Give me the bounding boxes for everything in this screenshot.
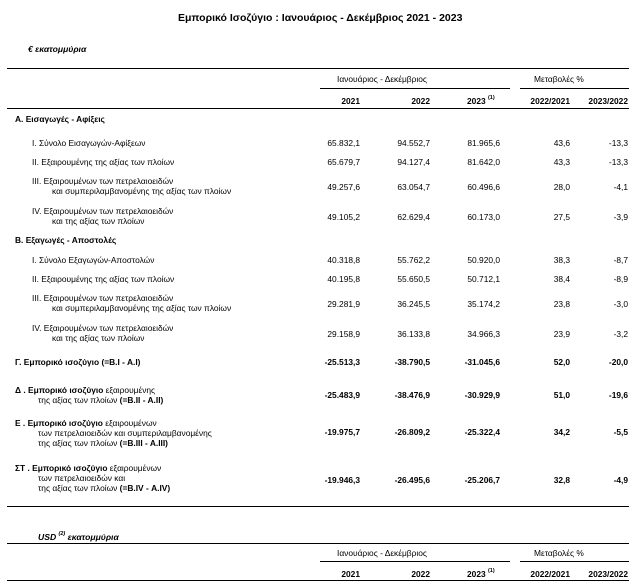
balance-c2: -19,6	[608, 390, 628, 400]
balance-v3: -25.322,4	[464, 427, 500, 437]
cell-2023: 60.496,6	[467, 182, 500, 192]
balance-c2v: -5,5	[613, 427, 628, 437]
cell-2022: 36.245,5	[397, 299, 430, 309]
cell-2021: 29.158,9	[327, 329, 360, 339]
cell-change-2: -13,3	[608, 138, 628, 148]
cell-2023: 50.712,1	[467, 274, 500, 284]
usd-change-2023-2022: 2023/2022	[588, 569, 628, 579]
balance-v3: -30.929,9	[464, 390, 500, 400]
balance-c1: 51,0	[553, 390, 570, 400]
balance-label-cont: της αξίας των πλοίων (=Β.ΙV - Α.ΙV)	[38, 483, 171, 493]
usd-period-header: Ιανουάριος - Δεκέμβριος	[337, 548, 427, 558]
cell-2023: 50.920,0	[467, 255, 500, 265]
cell-2022: 55.650,5	[397, 274, 430, 284]
cell-change-1: 38,3	[553, 255, 570, 265]
cell-change-2: -3,9	[613, 212, 628, 222]
unit-eur: € εκατομμύρια	[28, 44, 87, 54]
cell-2023: 34.966,3	[467, 329, 500, 339]
balance-label: ΣΤ . Εμπορικό ισοζύγιο εξαιρουμένων	[15, 463, 162, 473]
row-label-cont: και συμπεριλαμβανομένης της αξίας των πλοίων	[52, 303, 232, 313]
cell-change-2: -8,7	[613, 255, 628, 265]
cell-2022: 36.133,8	[397, 329, 430, 339]
row-label-cont: και της αξίας των πλοίων	[52, 333, 145, 343]
row-label: IV. Εξαιρουμένων των πετρελαιοειδών	[32, 206, 174, 216]
cell-change-2: -3,2	[613, 329, 628, 339]
usd-top-rule	[7, 543, 629, 544]
header-rule	[7, 108, 629, 109]
section-exports: Β. Εξαγωγές - Αποστολές	[15, 235, 117, 245]
cell-change-1: 27,5	[553, 212, 570, 222]
row-label-cont: και της αξίας των πλοίων	[52, 216, 145, 226]
cell-2021: 49.105,2	[327, 212, 360, 222]
cell-2021: 49.257,6	[327, 182, 360, 192]
changes-header: Μεταβολές %	[534, 74, 584, 84]
balance-label: Γ. Εμπορικό ισοζύγιο (=Β.Ι - Α.Ι)	[15, 357, 141, 367]
row-label: II. Εξαιρουμένης της αξίας των πλοίων	[32, 274, 175, 284]
usd-changes-underline	[520, 561, 629, 562]
balance-v2: -38.476,9	[394, 390, 430, 400]
year-2023: 2023 $^{(1)}$	[467, 95, 495, 106]
cell-2022: 62.629,4	[397, 212, 430, 222]
balance-c2v: -4,9	[613, 475, 628, 485]
cell-2022: 94.127,4	[397, 157, 430, 167]
balance-v2: -26.495,6	[394, 475, 430, 485]
row-label: III. Εξαιρουμένων των πετρελαιοειδών	[32, 293, 174, 303]
note-1: (1)	[487, 95, 495, 101]
year-2021: 2021	[341, 96, 360, 106]
row-label: IV. Εξαιρουμένων των πετρελαιοειδών	[32, 323, 174, 333]
period-header: Ιανουάριος - Δεκέμβριος	[337, 74, 427, 84]
cell-change-2: -4,1	[613, 182, 628, 192]
section-imports: Α. Εισαγωγές - Αφίξεις	[15, 114, 105, 124]
row-label: III. Εξαιρουμένων των πετρελαιοειδών	[32, 176, 174, 186]
balance-v3: -25.206,7	[464, 475, 500, 485]
balance-v1: -25.513,3	[324, 357, 360, 367]
row-label-cont: και συμπεριλαμβανομένης της αξίας των πλοίων	[52, 186, 232, 196]
year-2022: 2022	[411, 96, 430, 106]
balance-label-cont: των πετρελαιοειδών και	[38, 473, 126, 483]
period-underline	[320, 88, 510, 89]
unit-usd: USD $^{(2)}$ εκατομμύρια	[38, 531, 119, 542]
balance-v1: -19.975,7	[324, 427, 360, 437]
balance-v3: -31.045,6	[464, 357, 500, 367]
balance-label: Ε . Εμπορικό ισοζύγιο εξαιρουμένων	[15, 418, 157, 428]
top-rule	[7, 68, 629, 69]
cell-2021: 40.195,8	[327, 274, 360, 284]
balance-v2: -38.790,5	[394, 357, 430, 367]
row-label: I. Σύνολο Εισαγωγών-Αφίξεων	[32, 138, 146, 148]
cell-change-2: -13,3	[608, 157, 628, 167]
balance-label-cont: της αξίας των πλοίων (=Β.ΙΙΙ - Α.ΙΙΙ)	[38, 438, 168, 448]
usd-changes-header: Μεταβολές %	[534, 548, 584, 558]
usd-year-2022: 2022	[411, 569, 430, 579]
cell-change-2: -8,9	[613, 274, 628, 284]
cell-change-1: 28,0	[553, 182, 570, 192]
cell-2021: 40.318,8	[327, 255, 360, 265]
cell-2022: 55.762,2	[397, 255, 430, 265]
cell-2023: 35.174,2	[467, 299, 500, 309]
cell-change-2: -3,0	[613, 299, 628, 309]
usd-header-rule	[7, 580, 629, 581]
cell-change-1: 23,8	[553, 299, 570, 309]
balance-c2: -20,0	[608, 357, 628, 367]
changes-underline	[520, 88, 629, 89]
usd-period-underline	[320, 561, 510, 562]
cell-2023: 81.965,6	[467, 138, 500, 148]
cell-change-1: 43,3	[553, 157, 570, 167]
balance-v1: -25.483,9	[324, 390, 360, 400]
balance-v1: -19.946,3	[324, 475, 360, 485]
usd-year-2023: 2023 $^{(1)}$	[467, 568, 495, 579]
cell-change-1: 23,9	[553, 329, 570, 339]
balance-label-cont: της αξίας των πλοίων (=Β.ΙΙ - Α.ΙΙ)	[38, 395, 164, 405]
cell-change-1: 43,6	[553, 138, 570, 148]
cell-2023: 81.642,0	[467, 157, 500, 167]
row-label: I. Σύνολο Εξαγωγών-Αποστολών	[32, 255, 155, 265]
cell-2021: 29.281,9	[327, 299, 360, 309]
row-label: II. Εξαιρουμένης της αξίας των πλοίων	[32, 157, 175, 167]
page-title: Εμπορικό Ισοζύγιο : Ιανουάριος - Δεκέμβριος 2021 - 2023	[178, 12, 463, 24]
cell-2022: 94.552,7	[397, 138, 430, 148]
balance-label: Δ . Εμπορικό ισοζύγιο εξαιρουμένης	[15, 385, 156, 395]
change-2023-2022: 2023/2022	[588, 96, 628, 106]
balance-c1: 52,0	[553, 357, 570, 367]
usd-change-2022-2021: 2022/2021	[530, 569, 570, 579]
balance-c1: 32,8	[553, 475, 570, 485]
cell-2021: 65.679,7	[327, 157, 360, 167]
cell-2023: 60.173,0	[467, 212, 500, 222]
balance-c1: 34,2	[553, 427, 570, 437]
bottom-rule	[7, 506, 629, 507]
change-2022-2021: 2022/2021	[530, 96, 570, 106]
cell-2021: 65.832,1	[327, 138, 360, 148]
balance-v2: -26.809,2	[394, 427, 430, 437]
cell-2022: 63.054,7	[397, 182, 430, 192]
balance-label-cont: των πετρελαιοειδών και συμπεριλαμβανομένης	[38, 428, 212, 438]
usd-year-2021: 2021	[341, 569, 360, 579]
cell-change-1: 38,4	[553, 274, 570, 284]
